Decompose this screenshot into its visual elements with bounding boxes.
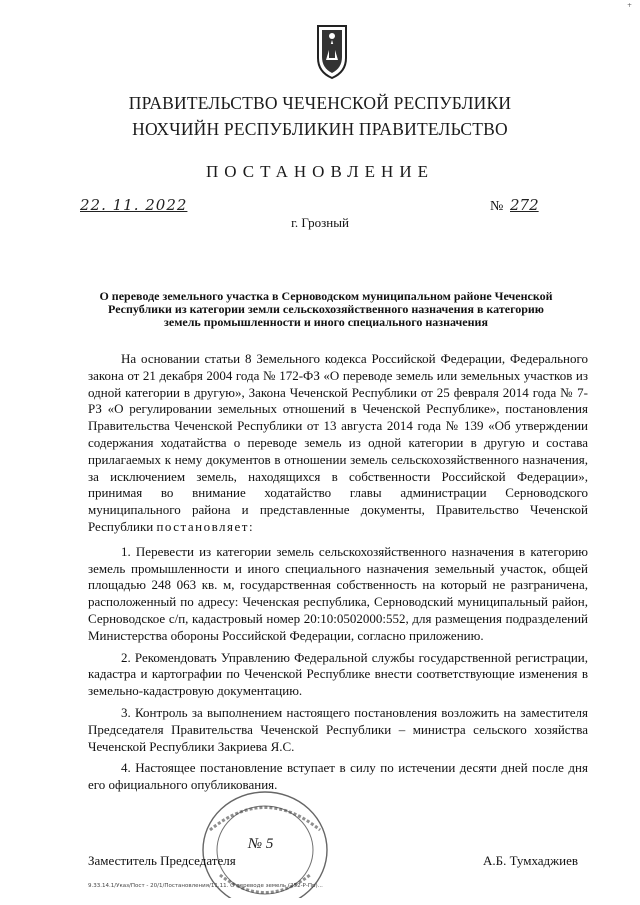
document-type-title: ПОСТАНОВЛЕНИЕ [205,162,434,181]
body-text [88,351,588,799]
government-name-chechen: НОХЧИЙН РЕСПУБЛИКИН ПРАВИТЕЛЬСТВО [132,119,508,139]
corner-mark: + [626,2,632,9]
item-1: 1. Перевести из категории земель сельскохозяйственного назначения в категорию земель промышленности и иного специального назначения земельный участок, общей площадью 248 063 кв. м, государственная собственность на который не разграничена, расположенный по адресу: Чеченская республика, Серноводский муниципальный район, Серноводское с/п, кадастровый номер 20:10:0502000:552, для размещения подразделений Министерства обороны Российской Федерации, согласно приложению. [88,543,588,643]
item-4: 4. Настоящее постановление вступает в силу по истечении десяти дней после дня его официального опубликования. [88,760,588,793]
subject-heading: О переводе земельного участка в Серноводском муниципальном районе Чеченской Республики из категории земли сельскохозяйственного назначения в категорию земель промышленности и иного специального назначения [99,289,553,329]
preamble-paragraph [88,351,588,536]
preamble-text: На основании статьи 8 Земельного кодекса Российской Федерации, Федерального закона от 21 декабря 2004 года № 172-ФЗ «О переводе земель или земельных участков из одной категории в другую», Закона Чеченской Республики от 25 февраля 2014 года № 7-РЗ «О регулировании земельных отношений в Чеченской Республике», постановления Правительства Чеченской Республики от 13 августа 2014 года № 139 «Об утверждении содержания ходатайства о переводе земель из одной категории в другую и состава прилагаемых к нему документов в отношении земель сельскохозяйственного назначения, за исключением земель, находящихся в собственности Российской Федерации», принимая во внимание ходатайство главы администрации Серноводского муниципального района и представленные документы, Правительство Чеченской Республики [88,351,588,534]
coat-of-arms-icon [312,24,352,80]
city-name: г. Грозный [291,215,349,230]
decree-word: постановляет: [156,518,255,534]
seal-number: № 5 [248,836,274,852]
signatory-position: Заместитель Председателя [88,853,236,868]
handwritten-date: 22. 11. 2022 [80,196,188,214]
signatory-name: А.Б. Тумхаджиев [483,853,579,868]
item-2: 2. Рекомендовать Управлению Федеральной службы государственной регистрации, кадастра и картографии по Чеченской Республике внести соответствующие изменения в земельно-кадастровую документацию. [88,649,588,699]
government-name-russian: ПРАВИТЕЛЬСТВО ЧЕЧЕНСКОЙ РЕСПУБЛИКИ [128,93,512,113]
number-label: № [490,199,504,214]
handwritten-number: 272 [510,196,539,214]
footer-file-code: 9.33.14.1/Указ/Пост - 20/1/Постановления/11.11. О переводе земель (252-Р-Пр)... [88,883,323,889]
item-3: 3. Контроль за выполнением настоящего постановления возложить на заместителя Председателя Правительства Чеченской Республики – министра сельского хозяйства Чеченской Республики Закриева Я.С. [88,704,588,754]
